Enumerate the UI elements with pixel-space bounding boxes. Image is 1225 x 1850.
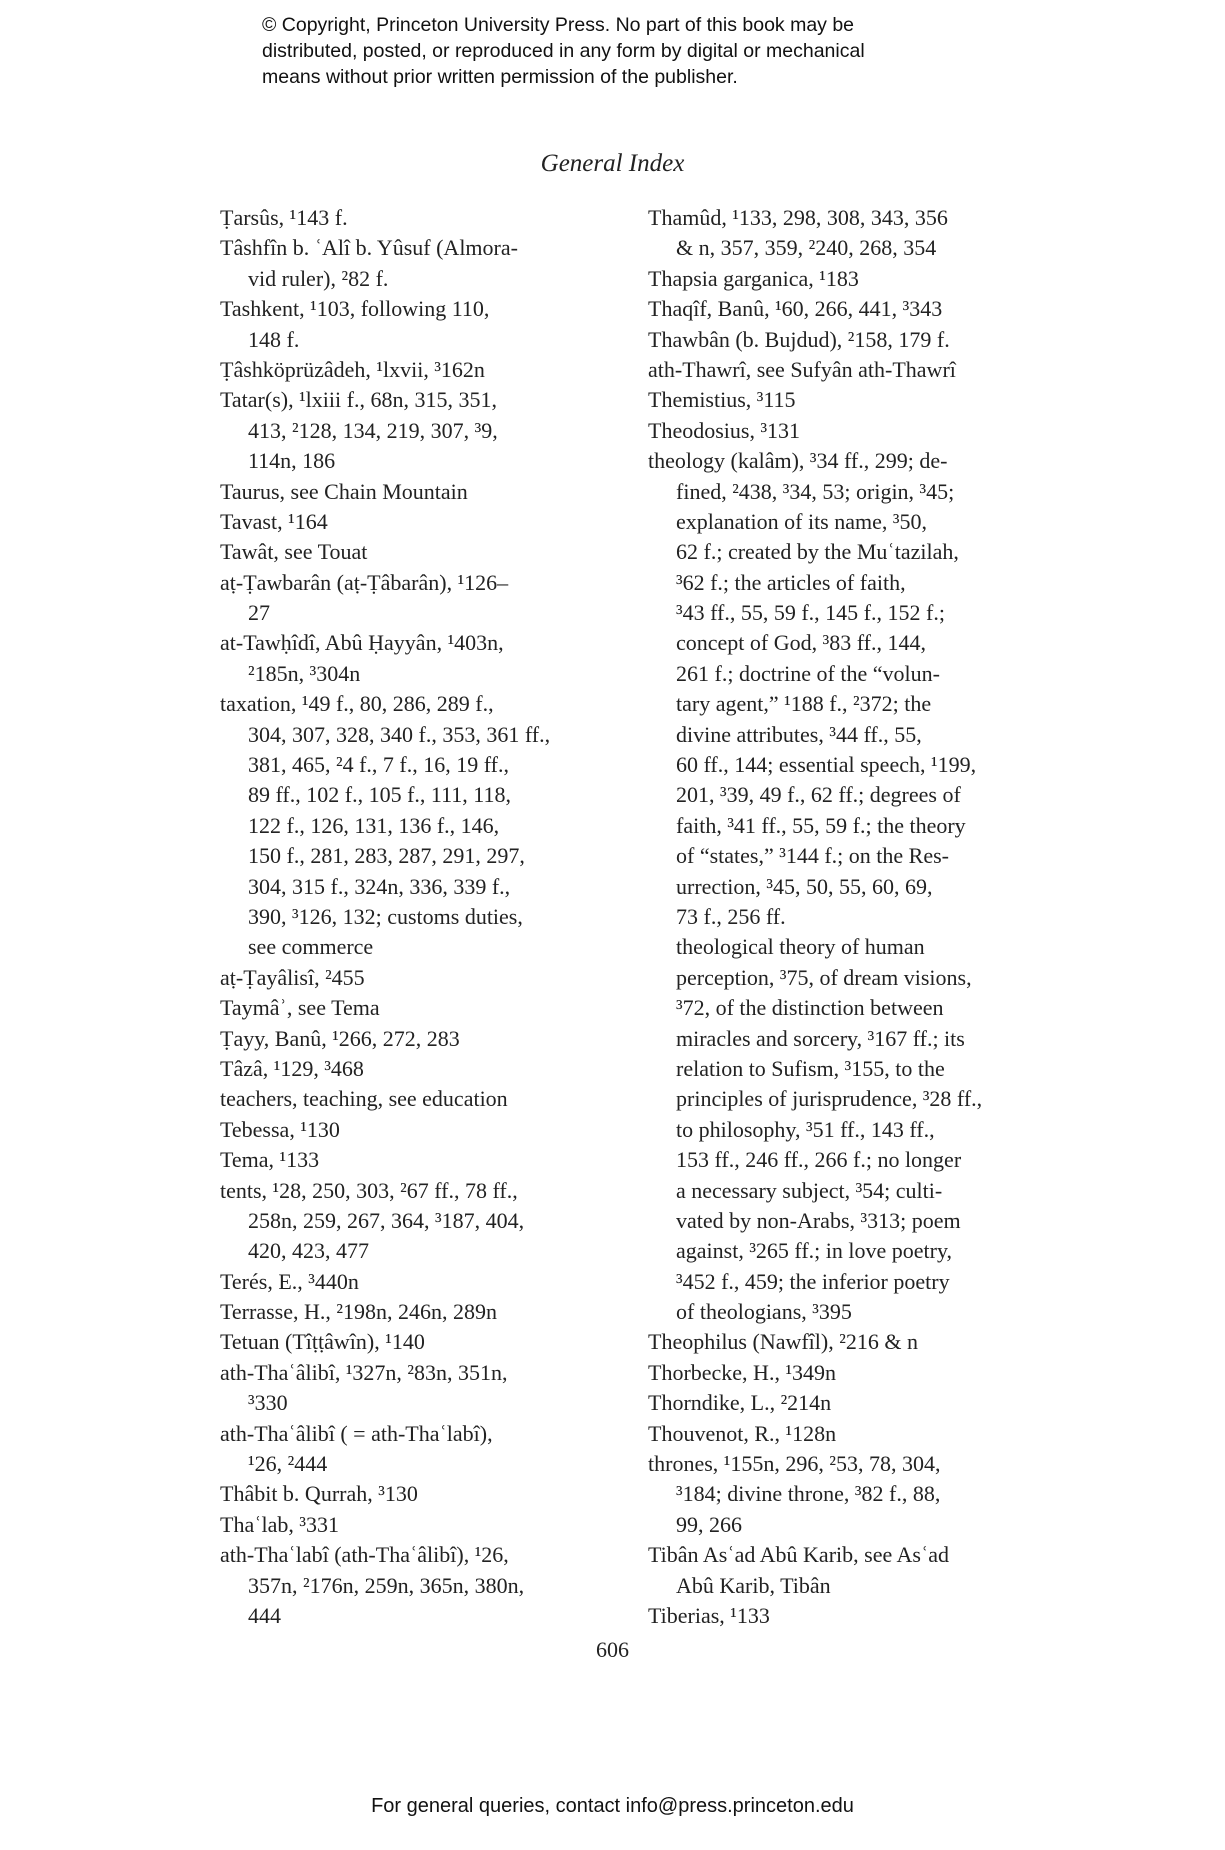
index-line: ³330 [248, 1390, 288, 1416]
index-line: against, ³265 ff.; in love poetry, [676, 1238, 953, 1264]
index-line: Thorbecke, H., ¹349n [648, 1359, 837, 1385]
index-line: ath-Thaʿlabî (ath-Thaʿâlibî), ¹26, [220, 1542, 509, 1568]
index-line: fined, ²438, ³34, 53; origin, ³45; [676, 478, 955, 504]
index-line: theology (kalâm), ³34 ff., 299; de- [648, 448, 948, 474]
index-line: Ṭarsûs, ¹143 f. [220, 205, 348, 230]
index-line: teachers, teaching, see education [220, 1086, 508, 1112]
index-line: Ṭayy, Banû, ¹266, 272, 283 [220, 1025, 460, 1051]
index-line: at-Tawḥîdî, Abû Ḥayyân, ¹403n, [220, 630, 504, 656]
index-line: faith, ³41 ff., 55, 59 f.; the theory [676, 812, 966, 838]
index-line: ²185n, ³304n [248, 660, 361, 686]
index-line: Tema, ¹133 [220, 1147, 320, 1173]
index-line: Tibân Asʿad Abû Karib, see Asʿad [648, 1542, 950, 1568]
copyright-notice [262, 12, 982, 90]
index-line: Thorndike, L., ²214n [648, 1390, 832, 1416]
index-line: 62 f.; created by the Muʿtazilah, [676, 539, 959, 565]
index-line: 261 f.; doctrine of the “volun- [676, 660, 940, 686]
index-line: 148 f. [248, 326, 300, 352]
index-line: 444 [248, 1602, 281, 1628]
index-line: see commerce [248, 934, 374, 960]
index-line: 420, 423, 477 [248, 1238, 369, 1264]
index-line: ³62 f.; the articles of faith, [676, 569, 906, 595]
index-line: Tebessa, ¹130 [220, 1116, 340, 1142]
index-line: divine attributes, ³44 ff., 55, [676, 721, 922, 747]
index-line: 73 f., 256 ff. [676, 903, 786, 929]
index-line: ³72, of the distinction between [676, 995, 944, 1021]
index-line: ³43 ff., 55, 59 f., 145 f., 152 f.; [676, 600, 945, 626]
index-line: vid ruler), ²82 f. [248, 265, 389, 291]
index-line: 153 ff., 246 ff., 266 f.; no longer [676, 1147, 962, 1173]
copyright-line: means without prior written permission of the publisher. [262, 66, 738, 88]
index-line: relation to Sufism, ³155, to the [676, 1055, 945, 1081]
index-line: Thapsia garganica, ¹183 [648, 265, 859, 291]
index-line: theological theory of human [676, 934, 925, 960]
index-line: explanation of its name, ³50, [676, 508, 927, 534]
index-line: aṭ-Ṭayâlisî, ²455 [220, 964, 365, 990]
index-line: Terrasse, H., ²198n, 246n, 289n [220, 1299, 497, 1325]
index-line: Thaqîf, Banû, ¹60, 266, 441, ³343 [648, 296, 943, 322]
index-line: 114n, 186 [248, 448, 336, 474]
index-line: 60 ff., 144; essential speech, ¹199, [676, 752, 977, 778]
index-line: ath-Thawrî, see Sufyân ath-Thawrî [648, 356, 956, 382]
index-line: 122 f., 126, 131, 136 f., 146, [248, 812, 500, 838]
index-line: 413, ²128, 134, 219, 307, ³9, [248, 417, 498, 443]
index-line: Tawât, see Touat [220, 539, 368, 565]
index-line: thrones, ¹155n, 296, ²53, 78, 304, [648, 1451, 941, 1477]
index-line: Taymâʾ, see Tema [220, 995, 380, 1021]
index-line: concept of God, ³83 ff., 144, [676, 630, 926, 656]
index-line: vated by non-Arabs, ³313; poem [676, 1207, 961, 1233]
index-line: Thawbân (b. Bujdud), ²158, 179 f. [648, 326, 950, 352]
index-line: perception, ³75, of dream visions, [676, 964, 972, 990]
index-line: ath-Thaʿâlibî, ¹327n, ²83n, 351n, [220, 1359, 508, 1385]
index-line: 89 ff., 102 f., 105 f., 111, 118, [248, 782, 511, 808]
index-line: 390, ³126, 132; customs duties, [248, 903, 523, 929]
index-line: tents, ¹28, 250, 303, ²67 ff., 78 ff., [220, 1177, 518, 1203]
index-line: Tatar(s), ¹lxiii f., 68n, 315, 351, [220, 387, 497, 413]
index-line: Tavast, ¹164 [220, 508, 328, 534]
index-line: of “states,” ³144 f.; on the Res- [676, 843, 949, 869]
index-line: Thouvenot, R., ¹128n [648, 1420, 837, 1446]
copyright-line: © Copyright, Princeton University Press. No part of this book may be [262, 14, 855, 36]
contact-footer: For general queries, contact info@press.princeton.edu [371, 1795, 854, 1817]
index-line: 357n, ²176n, 259n, 365n, 380n, [248, 1572, 525, 1598]
index-line: of theologians, ³395 [676, 1299, 852, 1325]
index-line: Terés, E., ³440n [220, 1268, 359, 1294]
index-line: taxation, ¹49 f., 80, 286, 289 f., [220, 691, 494, 717]
index-line: aṭ-Ṭawbarân (aṭ-Ṭâbarân), ¹126– [220, 569, 509, 595]
index-line: 304, 307, 328, 340 f., 353, 361 ff., [248, 721, 551, 747]
index-column-left [220, 203, 620, 1631]
index-line: Tetuan (Tîṭṭâwîn), ¹140 [220, 1329, 425, 1355]
index-line: a necessary subject, ³54; culti- [676, 1177, 943, 1203]
index-line: Thâbit b. Qurrah, ³130 [220, 1481, 418, 1507]
index-line: to philosophy, ³51 ff., 143 ff., [676, 1116, 935, 1142]
index-line: Tiberias, ¹133 [648, 1602, 770, 1628]
index-line: 258n, 259, 267, 364, ³187, 404, [248, 1207, 525, 1233]
index-line: 150 f., 281, 283, 287, 291, 297, [248, 843, 525, 869]
index-line: Taurus, see Chain Mountain [220, 478, 468, 504]
index-line: Theodosius, ³131 [648, 417, 801, 443]
index-line: ³184; divine throne, ³82 f., 88, [676, 1481, 941, 1507]
index-line: 304, 315 f., 324n, 336, 339 f., [248, 873, 511, 899]
index-line: Tâshfîn b. ʿAlî b. Yûsuf (Almora- [220, 235, 518, 261]
index-column-right [648, 203, 1068, 1631]
index-line: ¹26, ²444 [248, 1451, 328, 1477]
page-number: 606 [596, 1637, 629, 1662]
index-line: Theophilus (Nawfîl), ²216 & n [648, 1329, 918, 1355]
index-line: Abû Karib, Tibân [676, 1572, 831, 1598]
index-line: Tashkent, ¹103, following 110, [220, 296, 490, 322]
index-line: & n, 357, 359, ²240, 268, 354 [676, 235, 937, 261]
running-head: General Index [540, 150, 685, 177]
index-line: 381, 465, ²4 f., 7 f., 16, 19 ff., [248, 752, 510, 778]
index-line: 201, ³39, 49 f., 62 ff.; degrees of [676, 782, 961, 808]
index-line: principles of jurisprudence, ³28 ff., [676, 1086, 983, 1112]
index-line: ath-Thaʿâlibî ( = ath-Thaʿlabî), [220, 1420, 493, 1446]
index-line: ³452 f., 459; the inferior poetry [676, 1268, 950, 1294]
index-line: Themistius, ³115 [648, 387, 796, 413]
index-line: Tâzâ, ¹129, ³468 [220, 1055, 364, 1081]
index-line: miracles and sorcery, ³167 ff.; its [676, 1025, 965, 1051]
index-line: urrection, ³45, 50, 55, 60, 69, [676, 873, 933, 899]
index-line: 99, 266 [676, 1511, 742, 1537]
index-line: Ṭâshköprüzâdeh, ¹lxvii, ³162n [220, 356, 485, 382]
index-line: tary agent,” ¹188 f., ²372; the [676, 691, 932, 717]
copyright-line: distributed, posted, or reproduced in any form by digital or mechanical [262, 40, 865, 62]
index-line: 27 [248, 600, 270, 626]
index-line: Thaʿlab, ³331 [220, 1511, 340, 1537]
index-line: Thamûd, ¹133, 298, 308, 343, 356 [648, 205, 948, 230]
